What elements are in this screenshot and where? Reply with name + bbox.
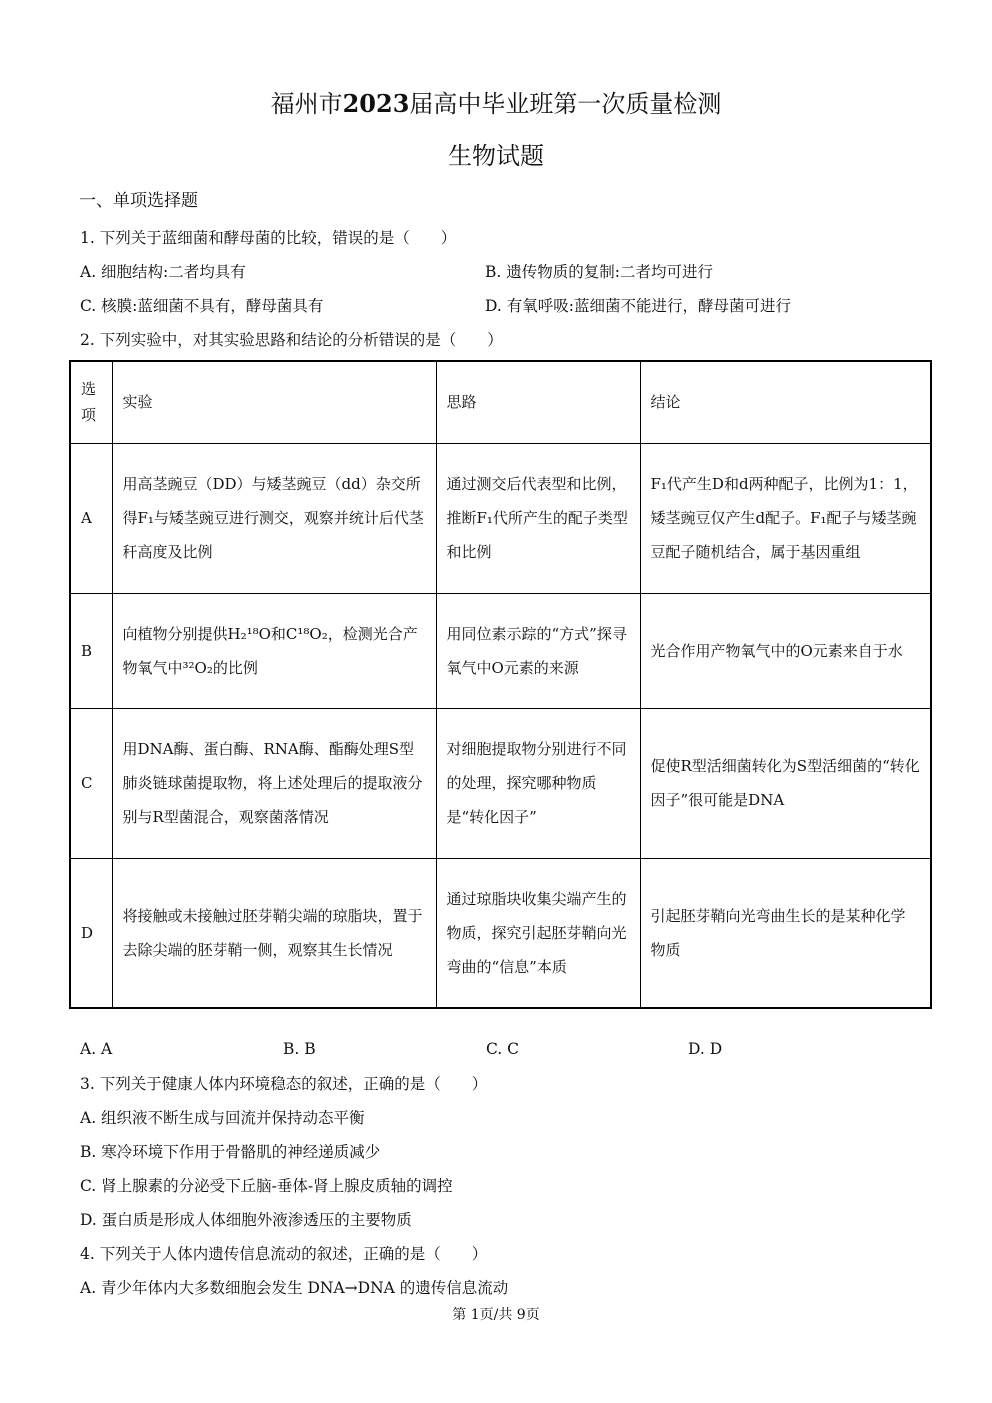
q3-option-d: D. 蛋白质是形成人体细胞外液渗透压的主要物质	[80, 1211, 412, 1229]
row-experiment: 用DNA酶、蛋白酶、RNA酶、酯酶处理S型肺炎链球菌提取物，将上述处理后的提取液分别与R型菌混合，观察菌落情况	[112, 708, 436, 858]
row-idea: 通过琼脂块收集尖端产生的物质，探究引起胚芽鞘向光弯曲的“信息”本质	[436, 858, 640, 1008]
q1-option-c: C. 核膜:蓝细菌不具有，酵母菌具有	[80, 297, 324, 315]
q1-option-b: B. 遗传物质的复制:二者均可进行	[485, 263, 713, 281]
table-header-row	[70, 361, 931, 443]
header-idea: 思路	[436, 361, 640, 443]
row-option: C	[70, 708, 112, 858]
page-number: 第 1页/共 9页	[452, 1307, 540, 1323]
title-year: 2023	[342, 89, 410, 118]
table-row	[70, 858, 931, 1008]
q4-option-a: A. 青少年体内大多数细胞会发生 DNA→DNA 的遗传信息流动	[80, 1279, 509, 1297]
page-subtitle: 生物试题	[448, 142, 544, 170]
row-experiment: 用高茎豌豆（DD）与矮茎豌豆（dd）杂交所得F₁与矮茎豌豆进行测交，观察并统计后代茎秆高度及比例	[112, 443, 436, 593]
q1-option-a: A. 细胞结构:二者均具有	[80, 263, 246, 281]
row-option: D	[70, 858, 112, 1008]
q3-option-a: A. 组织液不断生成与回流并保持动态平衡	[80, 1109, 365, 1127]
row-experiment: 向植物分别提供H₂¹⁸O和C¹⁸O₂，检测光合产物氧气中³²O₂的比例	[112, 593, 436, 708]
q3-option-b: B. 寒冷环境下作用于骨骼肌的神经递质减少	[80, 1143, 381, 1161]
table-row	[70, 443, 931, 593]
section-heading: 一、单项选择题	[79, 191, 198, 211]
q2-answer-b: B. B	[283, 1040, 316, 1058]
title-suffix: 届高中毕业班第一次质量检测	[409, 90, 722, 118]
q2-answer-d: D. D	[688, 1040, 723, 1058]
header-option: 选项	[70, 361, 112, 443]
q2-answer-c: C. C	[486, 1040, 520, 1058]
row-option: A	[70, 443, 112, 593]
row-conclusion: 促使R型活细菌转化为S型活细菌的“转化因子”很可能是DNA	[640, 708, 931, 858]
q1-stem: 1. 下列关于蓝细菌和酵母菌的比较，错误的是（ ）	[80, 229, 457, 247]
row-conclusion: 引起胚芽鞘向光弯曲生长的是某种化学物质	[640, 858, 931, 1008]
experiment-table	[69, 360, 932, 1009]
row-idea: 对细胞提取物分别进行不同的处理，探究哪种物质是“转化因子”	[436, 708, 640, 858]
row-idea: 用同位素示踪的“方式”探寻氧气中O元素的来源	[436, 593, 640, 708]
row-option: B	[70, 593, 112, 708]
header-experiment: 实验	[112, 361, 436, 443]
q2-stem: 2. 下列实验中，对其实验思路和结论的分析错误的是（ ）	[80, 331, 503, 349]
title-prefix: 福州市	[270, 90, 343, 118]
q3-option-c: C. 肾上腺素的分泌受下丘脑-垂体-肾上腺皮质轴的调控	[80, 1177, 453, 1195]
q3-stem: 3. 下列关于健康人体内环境稳态的叙述，正确的是（ ）	[80, 1075, 488, 1093]
table-row	[70, 708, 931, 858]
table-row	[70, 593, 931, 708]
header-conclusion: 结论	[640, 361, 931, 443]
row-experiment: 将接触或未接触过胚芽鞘尖端的琼脂块，置于去除尖端的胚芽鞘一侧，观察其生长情况	[112, 858, 436, 1008]
page-title	[0, 84, 992, 119]
q1-option-d: D. 有氧呼吸:蓝细菌不能进行，酵母菌可进行	[485, 297, 791, 315]
row-idea: 通过测交后代表型和比例，推断F₁代所产生的配子类型和比例	[436, 443, 640, 593]
q2-answer-a: A. A	[80, 1040, 113, 1058]
row-conclusion: 光合作用产物氧气中的O元素来自于水	[640, 593, 931, 708]
q4-stem: 4. 下列关于人体内遗传信息流动的叙述，正确的是（ ）	[80, 1245, 488, 1263]
row-conclusion: F₁代产生D和d两种配子，比例为1：1，矮茎豌豆仅产生d配子。F₁配子与矮茎豌豆配子随机结合，属于基因重组	[640, 443, 931, 593]
